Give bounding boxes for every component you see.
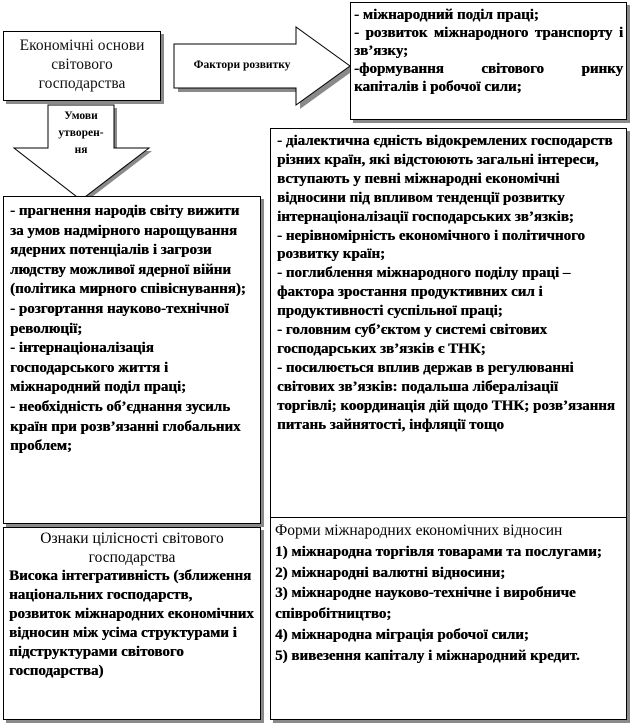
conditions-label-line3: ня [74, 144, 88, 156]
integrity-title: Ознаки цілісності світового господарства [40, 530, 224, 566]
integrity-body: Висока інтегративність (зближення національних господарств, розвиток міжнародних економічних відносин між усіма структурами і підструктурами світового господарства) [9, 568, 254, 679]
factors-box [350, 2, 627, 120]
conditions-item: - інтернаціоналізація господарського життя і міжнародний поділ праці; [10, 340, 187, 396]
factors-item: -формування світового ринку капіталів і робочої сили; [354, 61, 623, 95]
trends-box [270, 128, 627, 519]
forms-item: 4) міжнародна міграція робочої сили; [275, 626, 529, 643]
forms-item: 3) міжнародне науково-технічне і виробниче співробітництво; [275, 585, 576, 623]
main-title-line2: світового [51, 56, 113, 73]
main-title-line3: господарства [38, 75, 126, 92]
trends-item: - нерівномірність економічного і політичного розвитку країн; [277, 227, 585, 263]
conditions-label-line1: Умови [64, 110, 98, 122]
conditions-box [3, 196, 261, 524]
trends-item: - поглиблення міжнародного поділу праці – фактора зростання продуктивних сил і продуктивності суспільної праці; [277, 265, 571, 320]
forms-box [270, 517, 627, 720]
trends-item: - посилюється вплив держав в регулюванні світових зв’язків: подальша лібералізації торгівлі; координація дій щодо ТНК; розв’язання питань зайнятості, інфляції тощо [277, 359, 615, 433]
conditions-item: - необхідність об’єднання зусиль країн при розв’язанні глобальних проблем; [10, 398, 241, 455]
conditions-arrow-label [48, 108, 114, 159]
main-title-box [3, 31, 161, 101]
factors-item: - міжнародний поділ праці; [354, 7, 539, 23]
forms-item: 2) міжнародні валютні відносини; [275, 564, 506, 581]
integrity-box [3, 527, 261, 720]
factors-item: - розвиток міжнародного транспорту і зв’язку; [354, 25, 623, 59]
conditions-label-line2: утворен- [58, 127, 104, 139]
forms-item: 5) вивезення капіталу і міжнародний кредит. [275, 647, 580, 664]
trends-item: - діалектична єдність відокремлених господарств різних країн, які відстоюють загальні інтереси, вступають у певні міжнародні економічні відносини під впливом тенденції розвитку інтернаціоналізації господарських зв’язків; [277, 133, 613, 225]
trends-item: - головним суб’єктом у системі світових господарських зв’язків є ТНК; [277, 322, 547, 357]
factors-arrow-label: Фактори розвитку [193, 59, 291, 71]
conditions-item: - прагнення народів світу вижити за умов надмірного нарощування ядерних потенціалів і загрози людству можливої ядерної війни (політика мирного співіснування); [10, 203, 246, 298]
conditions-item: - розгортання науково-технічної революції; [10, 300, 229, 337]
forms-title: Форми міжнародних економічних відносин [275, 522, 563, 539]
forms-item: 1) міжнародна торгівля товарами та послугами; [275, 543, 602, 560]
main-title-line1: Економічні основи [19, 37, 145, 54]
